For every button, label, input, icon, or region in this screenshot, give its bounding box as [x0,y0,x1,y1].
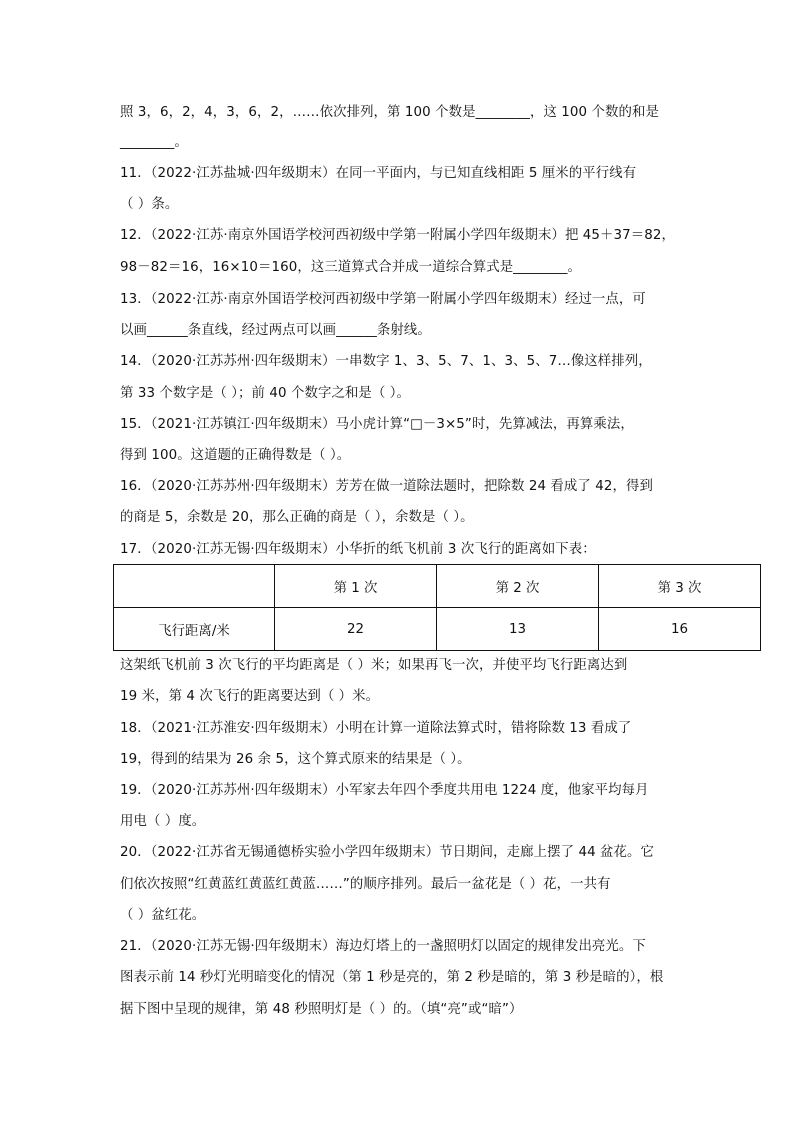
text-line: 据下图中呈现的规律，第 48 秒照明灯是（ ）的。（填“亮”或“暗”） [120,1002,523,1017]
table-header-cell: 第 2 次 [437,565,599,608]
table-cell: 13 [437,608,599,651]
text-line: 的商是 5，余数是 20，那么正确的商是（ ），余数是（ ）。 [120,510,474,525]
text-line: 得到 100。这道题的正确得数是（ ）。 [120,448,351,463]
text-line: （ ）条。 [120,197,179,212]
text-line: 16．（2020·江苏苏州·四年级期末）芳芳在做一道除法题时，把除数 24 看成了 42，得到 [120,479,653,494]
text-line: 15．（2021·江苏镇江·四年级期末）马小虎计算“□－3×5”时，先算减法，再算乘法， [120,417,634,432]
text-line: 19．（2020·江苏苏州·四年级期末）小军家去年四个季度共用电 1224 度，他家平均每月 [120,783,649,798]
text-line: 11．（2022·江苏盐城·四年级期末）在同一平面内，与已知直线相距 5 厘米的平行线有 [120,166,637,181]
text-line: 们依次按照“红黄蓝红黄蓝红黄蓝……”的顺序排列。最后一盆花是（ ）花，一共有 [120,877,611,892]
text-line: 第 33 个数字是（ ）；前 40 个数字之和是（ ）。 [120,386,411,401]
table-corner-cell [114,565,275,608]
text-line: 17．（2020·江苏无锡·四年级期末）小华折的纸飞机前 3 次飞行的距离如下表： [120,542,596,557]
table-header-cell: 第 1 次 [275,565,437,608]
text-line: （ ）盆红花。 [120,908,206,923]
text-line: 18．（2021·江苏淮安·四年级期末）小明在计算一道除法算式时，错将除数 13 看成了 [120,721,632,736]
text-line: 12．（2022·江苏·南京外国语学校河西初级中学第一附属小学四年级期末）把 45＋37＝82， [120,228,675,243]
text-line: 98－82＝16，16×10＝160，这三道算式合并成一道综合算式是________。 [120,260,582,275]
text-line: 以画______条直线，经过两点可以画______条射线。 [120,323,431,338]
table-row [114,608,761,651]
text-line: 这架纸飞机前 3 次飞行的平均距离是（ ）米；如果再飞一次，并使平均飞行距离达到 [120,658,628,673]
text-line: ________。 [120,135,188,150]
table-row-label: 飞行距离/米 [114,608,275,651]
text-line: 14．（2020·江苏苏州·四年级期末）一串数字 1、3、5、7、1、3、5、7…像这样排列， [120,354,652,369]
flight-distance-table [113,564,761,651]
text-line: 13．（2022·江苏·南京外国语学校河西初级中学第一附属小学四年级期末）经过一点，可 [120,292,646,307]
table-header-row [114,565,761,608]
table-cell: 16 [599,608,761,651]
text-line: 用电（ ）度。 [120,814,206,829]
table-cell: 22 [275,608,437,651]
text-line: 19 米，第 4 次飞行的距离要达到（ ）米。 [120,689,380,704]
text-line: 图表示前 14 秒灯光明暗变化的情况（第 1 秒是亮的，第 2 秒是暗的，第 3 秒是暗的），根 [120,970,664,985]
text-line: 21．（2020·江苏无锡·四年级期末）海边灯塔上的一盏照明灯以固定的规律发出亮光。下 [120,939,646,954]
text-line: 照 3，6，2，4，3，6，2，……依次排列，第 100 个数是________，这 100 个数的和是 [120,105,659,120]
text-line: 19，得到的结果为 26 余 5，这个算式原来的结果是（ ）。 [120,752,471,767]
table-header-cell: 第 3 次 [599,565,761,608]
text-line: 20．（2022·江苏省无锡通德桥实验小学四年级期末）节日期间，走廊上摆了 44 盆花。它 [120,845,655,860]
